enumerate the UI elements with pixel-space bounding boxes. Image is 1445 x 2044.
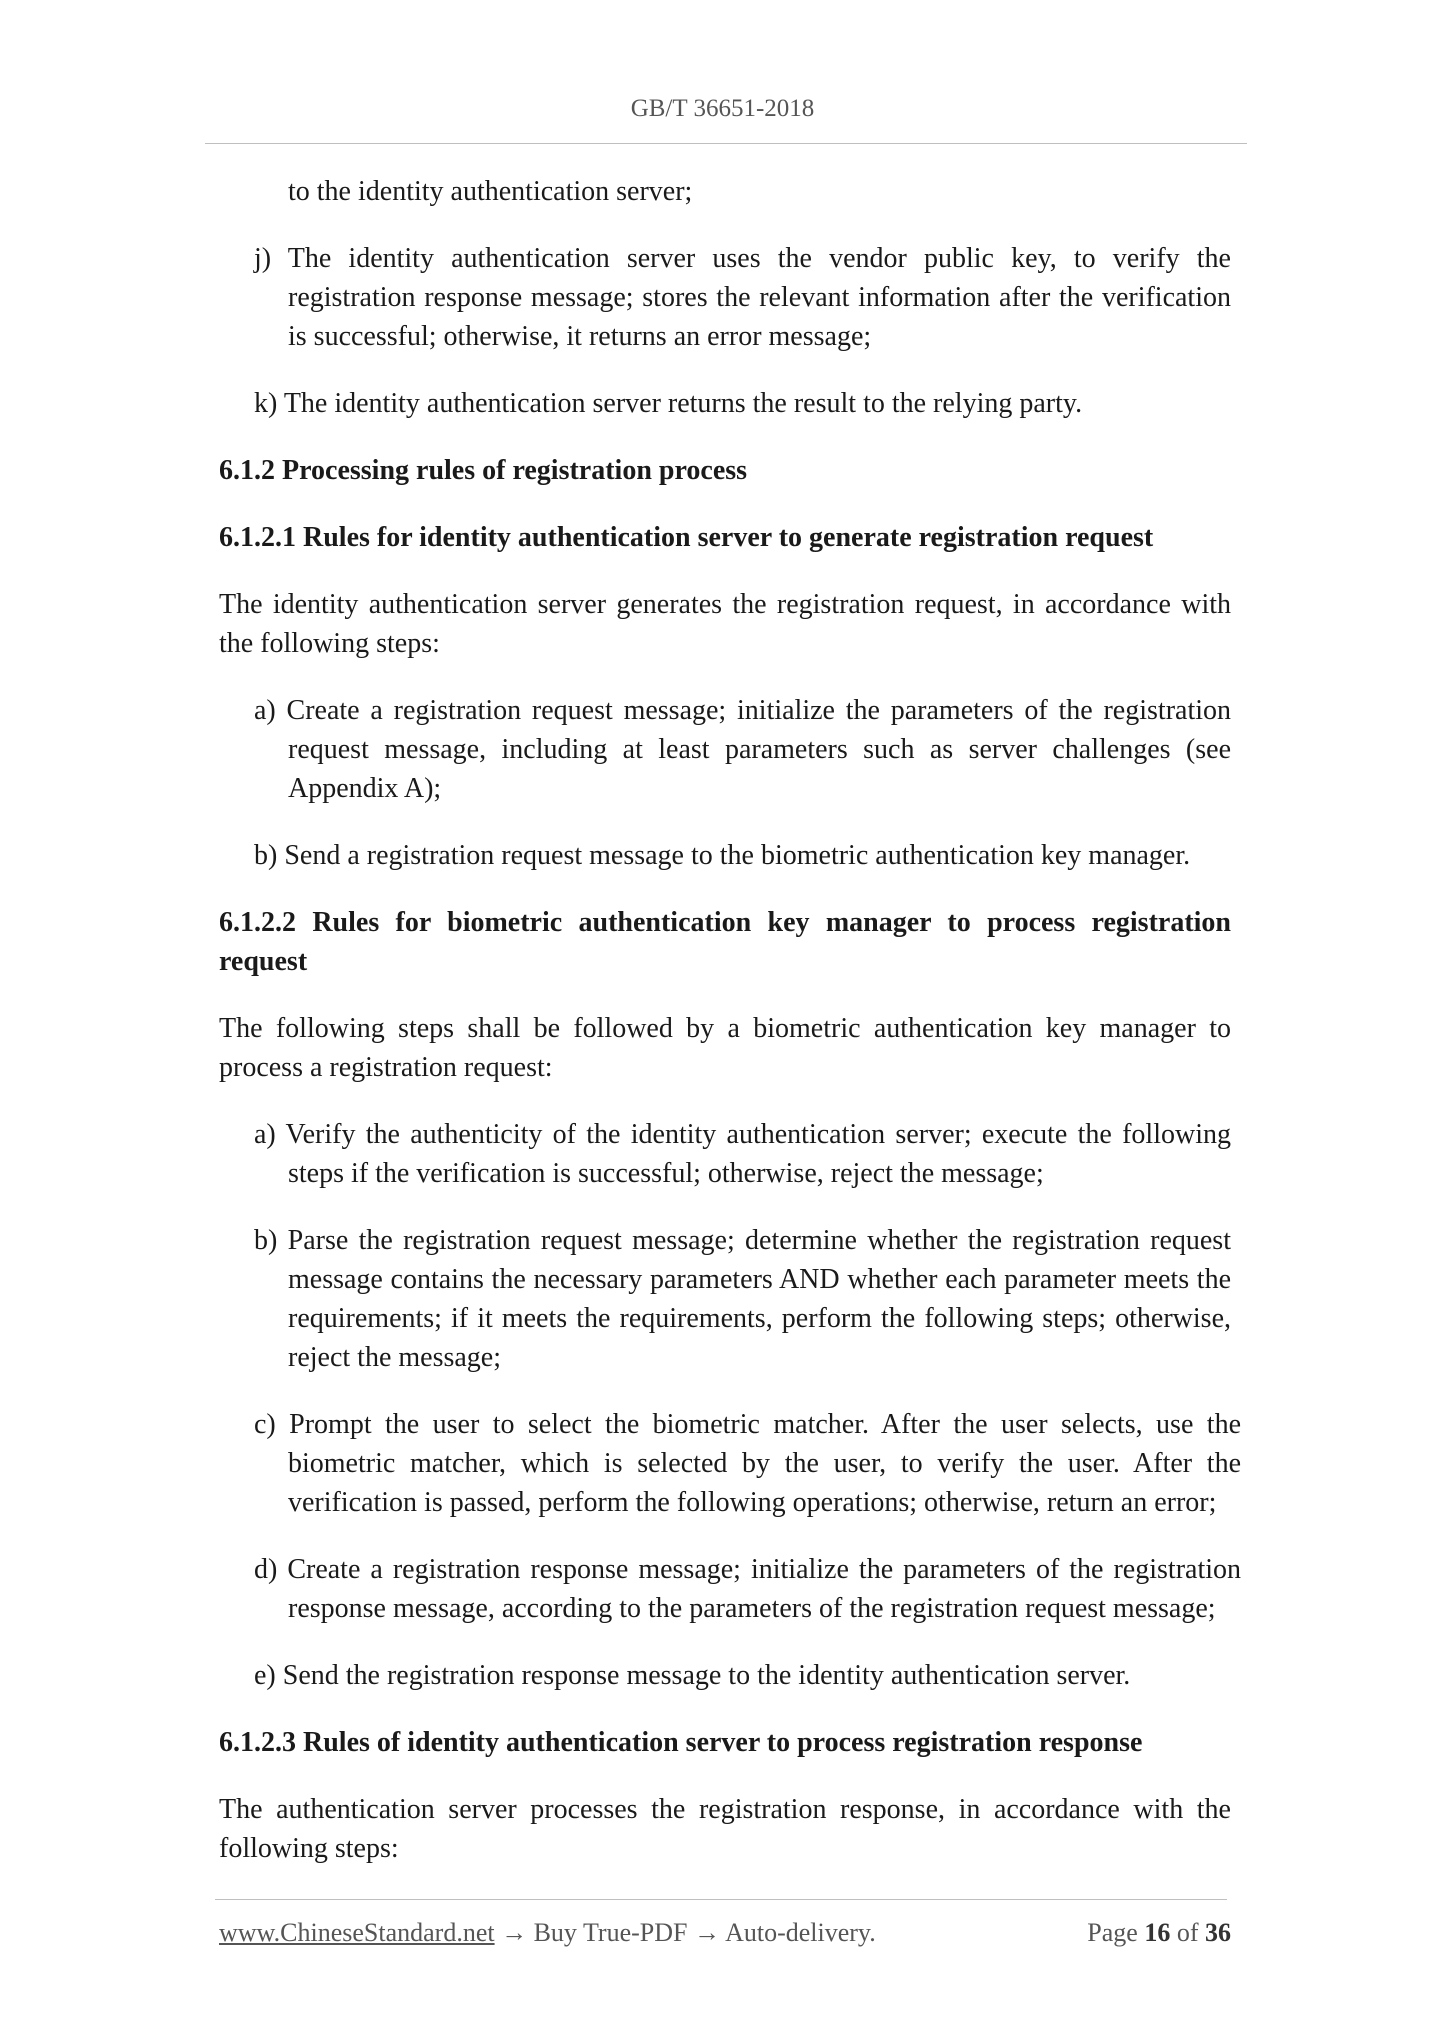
- header-divider: [205, 143, 1247, 144]
- list-item-c: c) Prompt the user to select the biometric matcher. After the user selects, use the biometric matcher, which is selected by the user, to verify the user. After the verification is passed, perform the following operations; otherwise, return an error;: [254, 1409, 1241, 1518]
- section-heading-6-1-2-3: 6.1.2.3 Rules of identity authentication server to process registration response: [219, 1727, 1143, 1758]
- section-heading-6-1-2-1: 6.1.2.1 Rules for identity authentication server to generate registration request: [219, 522, 1154, 553]
- current-page: 16: [1144, 1918, 1171, 1947]
- delivery-text: Auto-delivery.: [725, 1918, 876, 1947]
- continued-text: to the identity authentication server;: [288, 176, 693, 207]
- buy-text: Buy True-PDF: [533, 1918, 688, 1947]
- section-heading-6-1-2: 6.1.2 Processing rules of registration process: [219, 455, 748, 486]
- list-item-e: e) Send the registration response message to the identity authentication server.: [254, 1660, 1131, 1691]
- footer-promo: [219, 1918, 876, 1948]
- paragraph-6-1-2-3: The authentication server processes the registration response, in accordance with the following steps:: [219, 1794, 1231, 1864]
- page-number: [1087, 1918, 1231, 1948]
- footer-divider: [215, 1899, 1227, 1900]
- of-label: of: [1176, 1918, 1199, 1947]
- paragraph-6-1-2-2: The following steps shall be followed by a biometric authentication key manager to process a registration request:: [219, 1013, 1231, 1083]
- document-id-header: GB/T 36651-2018: [630, 95, 815, 122]
- paragraph-6-1-2-1: The identity authentication server generates the registration request, in accordance with the following steps:: [219, 589, 1231, 659]
- list-item-k: k) The identity authentication server returns the result to the relying party.: [254, 388, 1083, 419]
- page-label: Page: [1087, 1918, 1138, 1947]
- section-heading-6-1-2-2: 6.1.2.2 Rules for biometric authentication key manager to process registration request: [219, 907, 1231, 977]
- list-item-d: d) Create a registration response message; initialize the parameters of the registration response message, according to the parameters of the registration request message;: [254, 1554, 1241, 1624]
- page-body: [219, 172, 1241, 1896]
- website-link[interactable]: www.ChineseStandard.net: [219, 1918, 495, 1947]
- arrow-right-icon: →: [694, 1918, 720, 1947]
- list-item-j: j) The identity authentication server uses the vendor public key, to verify the registration response message; stores the relevant information after the verification is successful; otherwise, it returns an error message;: [254, 243, 1231, 352]
- list-item-b: b) Parse the registration request message; determine whether the registration request message contains the necessary parameters AND whether each parameter meets the requirements; if it meets the requirements, perform the following steps; otherwise, reject the message;: [254, 1225, 1231, 1373]
- list-item-b: b) Send a registration request message to the biometric authentication key manager.: [254, 840, 1191, 871]
- list-item-a: a) Create a registration request message; initialize the parameters of the registration request message, including at least parameters such as server challenges (see Appendix A);: [254, 695, 1231, 804]
- total-pages: 36: [1205, 1918, 1231, 1947]
- arrow-right-icon: →: [501, 1918, 528, 1947]
- list-item-a: a) Verify the authenticity of the identity authentication server; execute the following steps if the verification is successful; otherwise, reject the message;: [254, 1119, 1231, 1189]
